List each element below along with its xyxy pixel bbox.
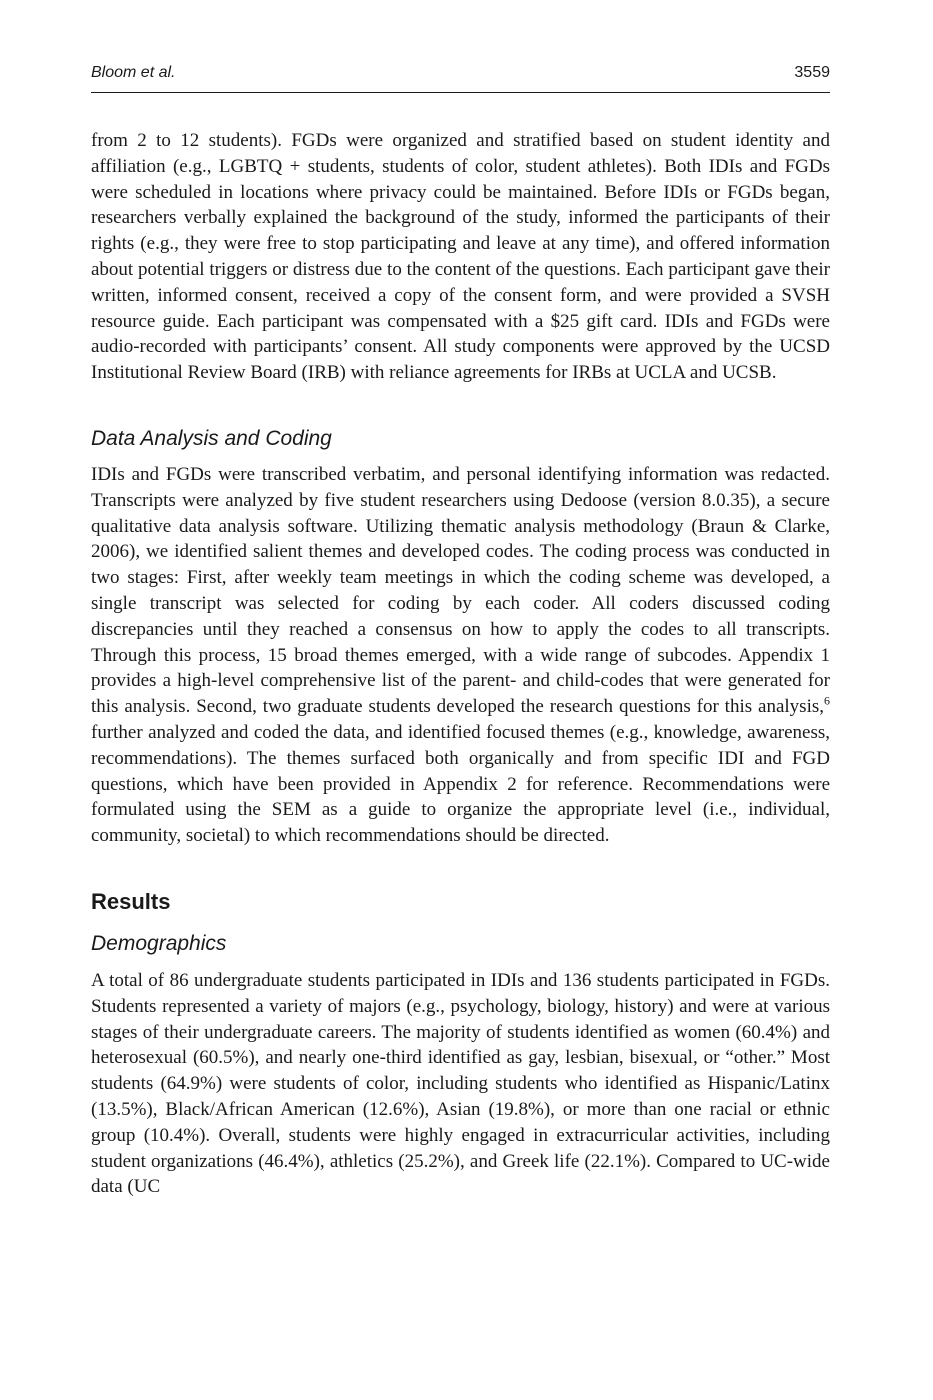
- subheading-data-analysis: Data Analysis and Coding: [91, 426, 332, 450]
- running-header: [91, 62, 830, 93]
- subheading-demographics: Demographics: [91, 931, 227, 955]
- running-header-authors: Bloom et al.: [91, 64, 176, 81]
- body-paragraph-data-analysis: [91, 462, 830, 849]
- article-body: [91, 128, 830, 1200]
- footnote-marker: 6: [824, 693, 830, 708]
- section-heading-results: Results: [91, 888, 171, 914]
- body-paragraph-demographics: A total of 86 undergraduate students participated in IDIs and 136 students participated in FGDs. Students represented a variety of majors (e.g., psychology, biology, history) and were at various stages of their undergraduate careers. The majority of students identified as women (60.4%) and heterosexual (60.5%), and nearly one-third identified as gay, lesbian, bisexual, or “other.” Most students (64.9%) were students of color, including students who identified as Hispanic/Latinx (13.5%), Black/African American (12.6%), Asian (19.8%), or more than one racial or ethnic group (10.4%). Overall, students were highly engaged in extracurricular activities, including student organizations (46.4%), athletics (25.2%), and Greek life (22.1%). Compared to UC-wide data (UC: [91, 969, 830, 1198]
- page-number: 3559: [794, 64, 830, 81]
- data-analysis-text-part-1: IDIs and FGDs were transcribed verbatim, and personal identifying information was redacted. Transcripts were analyzed by five student researchers using Dedoose (version 8.0.35), a secure qualitative data analysis software. Utilizing thematic analysis methodology (Braun & Clarke, 2006), we identified salient themes and developed codes. The coding process was conducted in two stages: First, after weekly team meetings in which the coding scheme was developed, a single transcript was selected for coding by each coder. All coders discussed coding discrepancies until they reached a consensus on how to apply the codes to all transcripts. Through this process, 15 broad themes emerged, with a wide range of subcodes. Appendix 1 provides a high-level comprehensive list of the parent- and child-codes that were generated for this analysis. Second, two graduate students developed the research questions for this analysis,: [91, 463, 830, 718]
- data-analysis-text-part-2: further analyzed and coded the data, and identified focused themes (e.g., knowledge, awareness, recommendations). The themes surfaced both organically and from specific IDI and FGD questions, which have been provided in Appendix 2 for reference. Recommendations were formulated using the SEM as a guide to organize the appropriate level (i.e., individual, community, societal) to which recommendations should be directed.: [91, 721, 830, 847]
- body-paragraph-continuation: from 2 to 12 students). FGDs were organized and stratified based on student identity and affiliation (e.g., LGBTQ + students, students of color, student athletes). Both IDIs and FGDs were scheduled in locations where privacy could be maintained. Before IDIs or FGDs began, researchers verbally explained the background of the study, informed the participants of their rights (e.g., they were free to stop participating and leave at any time), and offered information about potential triggers or distress due to the content of the questions. Each participant gave their written, informed consent, received a copy of the consent form, and were provided a SVSH resource guide. Each participant was compensated with a $25 gift card. IDIs and FGDs were audio-recorded with participants’ consent. All study components were approved by the UCSD Institutional Review Board (IRB) with reliance agreements for IRBs at UCLA and UCSB.: [91, 130, 830, 384]
